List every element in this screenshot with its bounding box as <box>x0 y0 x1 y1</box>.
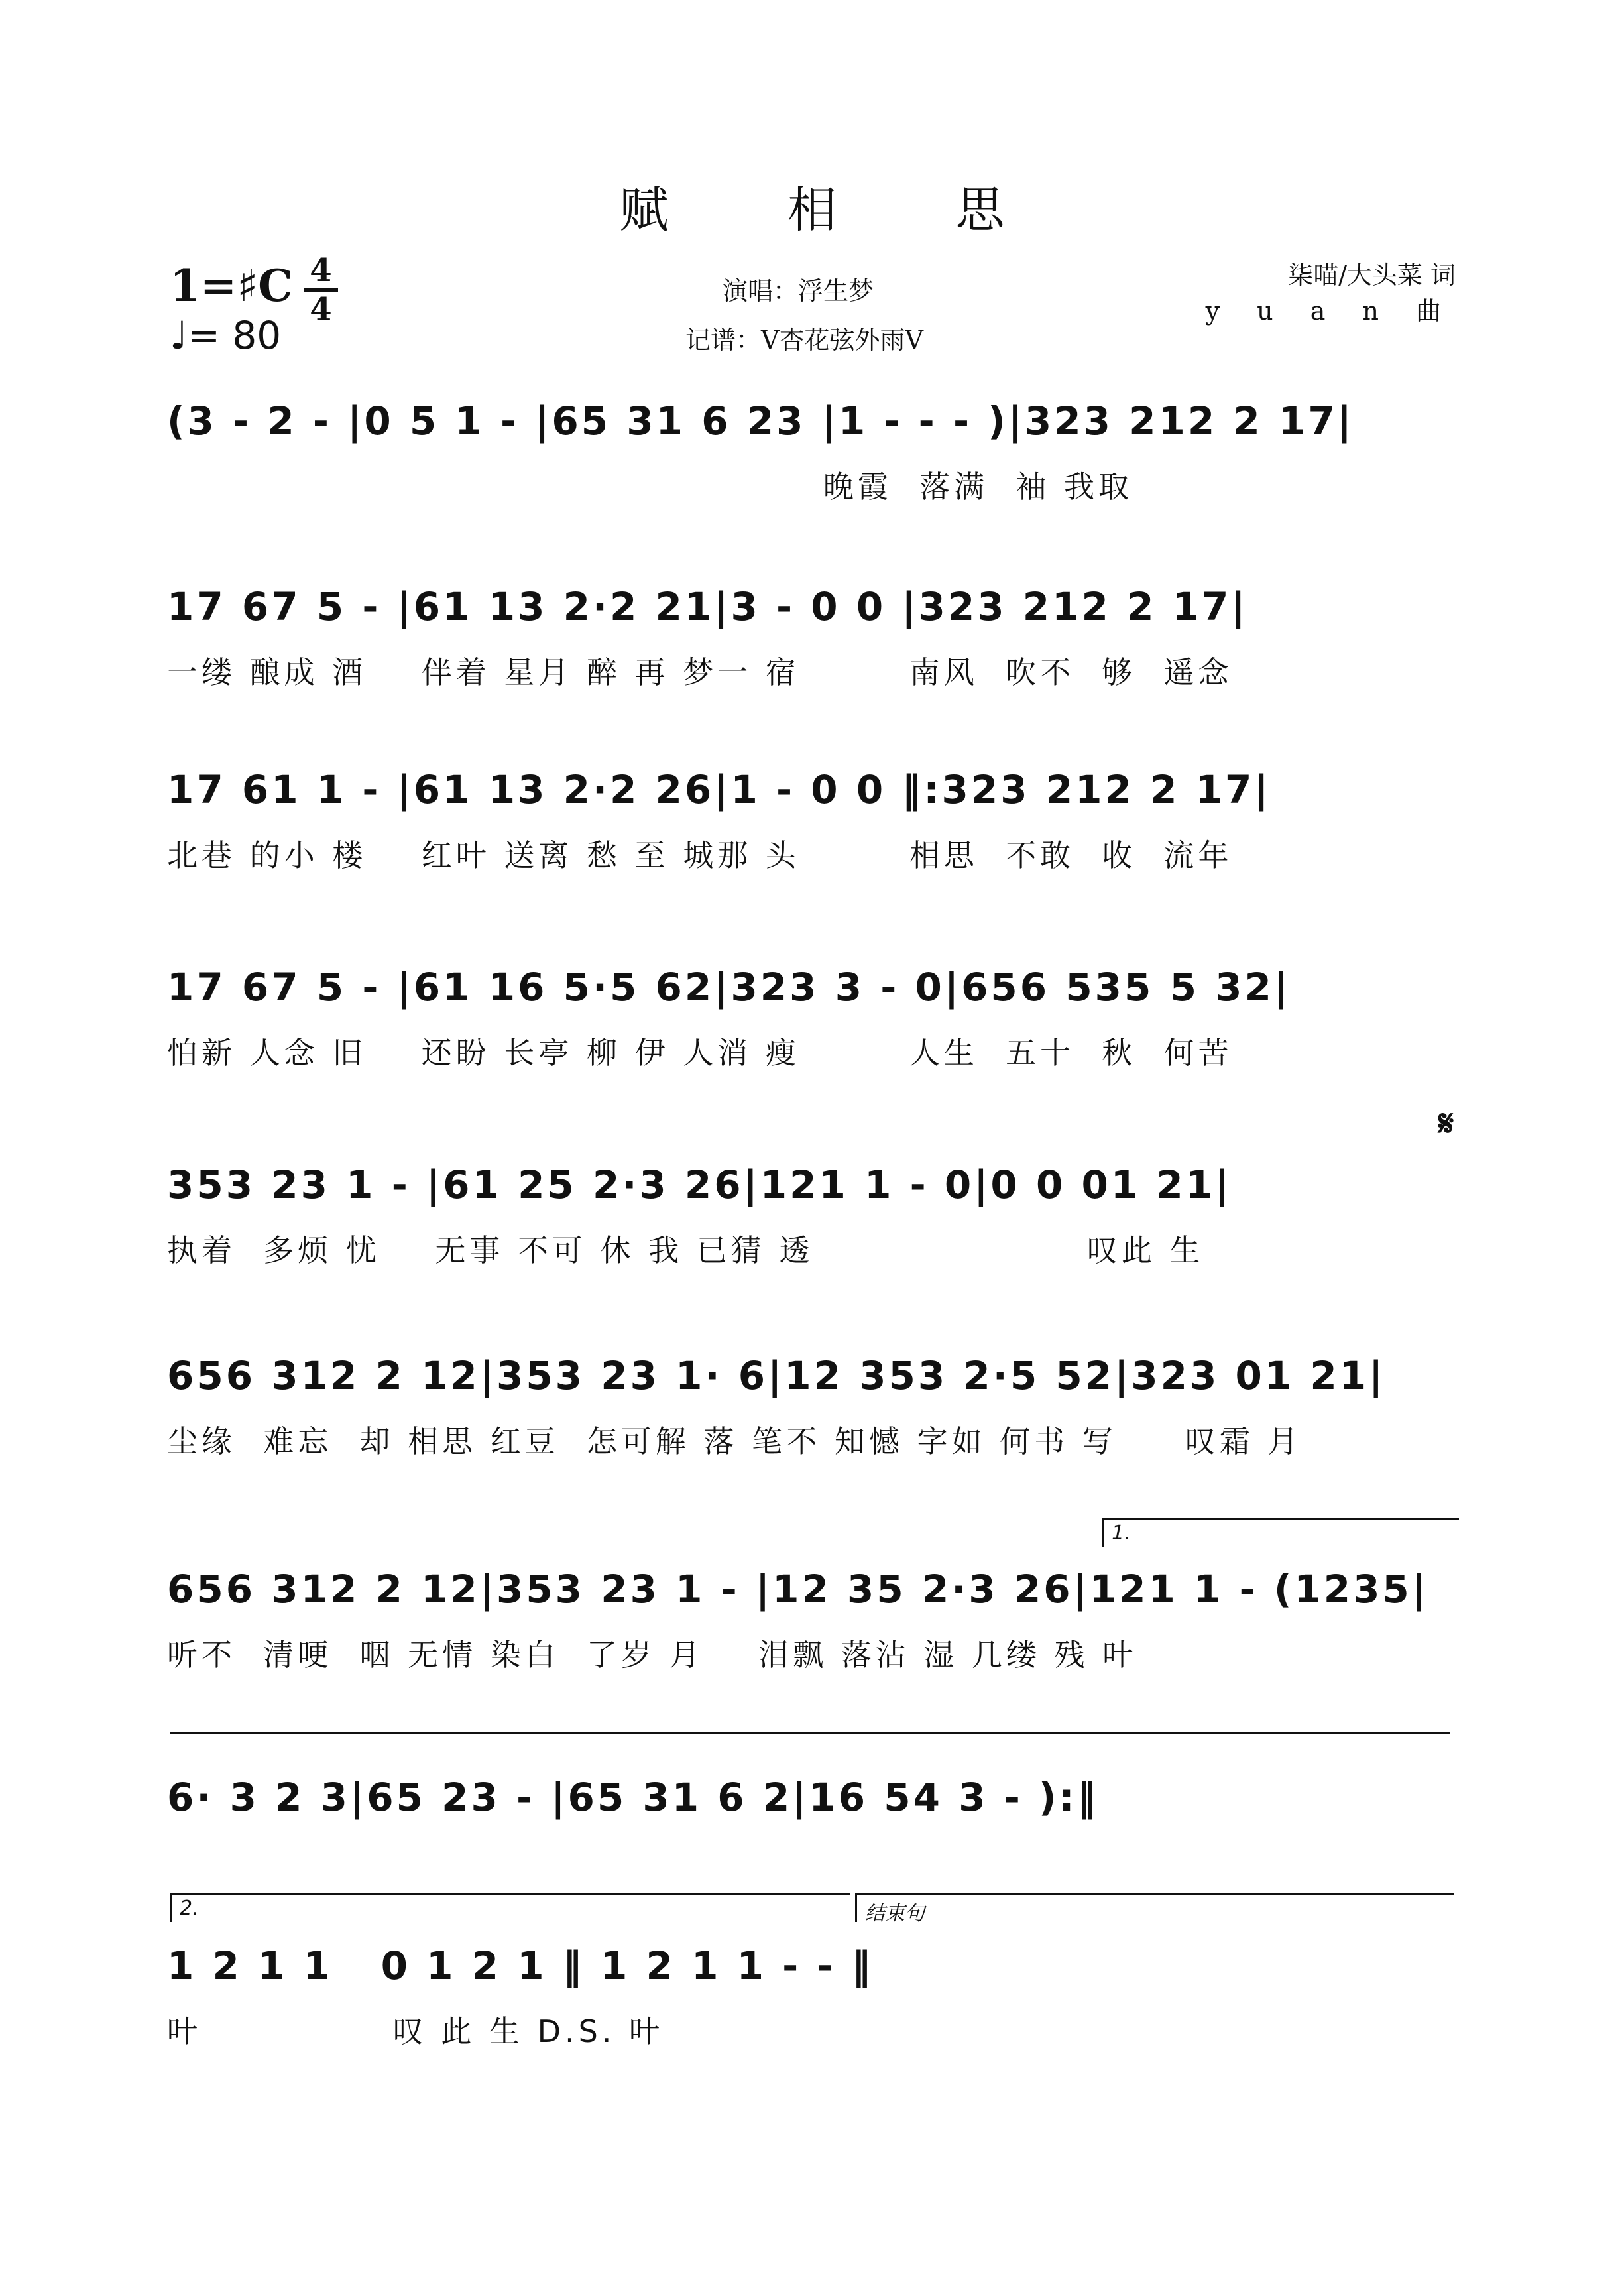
score-line <box>167 1566 1458 1675</box>
score-line <box>167 1943 1458 2051</box>
lyrics: 叶 叹 此 生 D.S. 叶 <box>167 2014 664 2049</box>
segno-mark: 𝄋 <box>1438 1102 1454 1144</box>
score-line <box>167 964 1458 1073</box>
lyrics: 北巷 的小 楼 红叶 送离 愁 至 城那 头 相思 不敢 收 流年 <box>167 837 1233 873</box>
volta-2-label: 2. <box>180 1897 199 1920</box>
time-signature <box>304 252 338 328</box>
notes: 17 67 5 - |61 13 2·2 21|3 - 0 0 |323 212 2 17| <box>167 584 1248 629</box>
notes: 6· 3 2 3|65 23 - |65 31 6 2|16 54 3 - ):‖ <box>167 1775 1099 1820</box>
tempo-marking: ♩= 80 <box>170 313 282 358</box>
volta-1-continuation <box>170 1732 1450 1734</box>
key-signature: 1=♯C <box>170 260 293 312</box>
singer-credit: 演唱：浮生梦 <box>723 276 874 306</box>
score-line <box>167 766 1458 875</box>
volta-1-bracket <box>1102 1518 1459 1547</box>
time-signature-top: 4 <box>310 252 332 289</box>
score-line <box>167 583 1458 692</box>
lyricist-credit: 柒喵/大头菜 词 <box>1288 261 1456 290</box>
notes: 1 2 1 1 0 1 2 1 ‖ 1 2 1 1 - - ‖ <box>167 1943 874 1988</box>
notes: (3 - 2 - |0 5 1 - |65 31 6 23 |1 - - - )|323 212 2 17| <box>167 398 1354 444</box>
ending-label: 结束句 <box>865 1902 925 1925</box>
ending-bracket <box>855 1893 1454 1925</box>
notes: 353 23 1 - |61 25 2·3 26|121 1 - 0|0 0 01 21| <box>167 1162 1232 1207</box>
time-signature-bottom: 4 <box>310 291 332 328</box>
notes: 17 61 1 - |61 13 2·2 26|1 - 0 0 ‖:323 212 2 17| <box>167 767 1271 812</box>
notes: 17 67 5 - |61 16 5·5 62|323 3 - 0|656 535 5 32| <box>167 965 1291 1010</box>
score-line <box>167 1352 1458 1461</box>
lyrics: 一缕 酿成 酒 伴着 星月 醉 再 梦一 宿 南风 吹不 够 遥念 <box>167 654 1233 690</box>
volta-1-label: 1. <box>1112 1522 1131 1545</box>
lyrics: 晚霞 落满 袖 我取 <box>167 469 1133 505</box>
notes: 656 312 2 12|353 23 1 - |12 35 2·3 26|121 1 - (1235| <box>167 1567 1428 1612</box>
score-line <box>167 1162 1458 1270</box>
notes: 656 312 2 12|353 23 1· 6|12 353 2·5 52|323 01 21| <box>167 1353 1386 1398</box>
page-title: 赋 相 思 <box>619 182 1057 239</box>
transcriber-credit: 记谱：V杏花弦外雨V <box>685 326 923 355</box>
score-line <box>167 398 1458 507</box>
composer-credit: y u a n 曲 <box>1205 296 1456 326</box>
lyrics: 执着 多烦 忧 无事 不可 休 我 已猜 透 叹此 生 <box>167 1232 1204 1268</box>
lyrics: 听不 清哽 咽 无情 染白 了岁 月 泪飘 落沾 湿 几缕 残 叶 <box>167 1637 1137 1673</box>
lyrics: 怕新 人念 旧 还盼 长亭 柳 伊 人消 瘦 人生 五十 秋 何苦 <box>167 1035 1233 1071</box>
volta-2-bracket <box>170 1893 850 1922</box>
score-line <box>167 1774 1458 1821</box>
lyrics: 尘缘 难忘 却 相思 红豆 怎可解 落 笔不 知憾 字如 何书 写 叹霜 月 <box>167 1423 1303 1459</box>
